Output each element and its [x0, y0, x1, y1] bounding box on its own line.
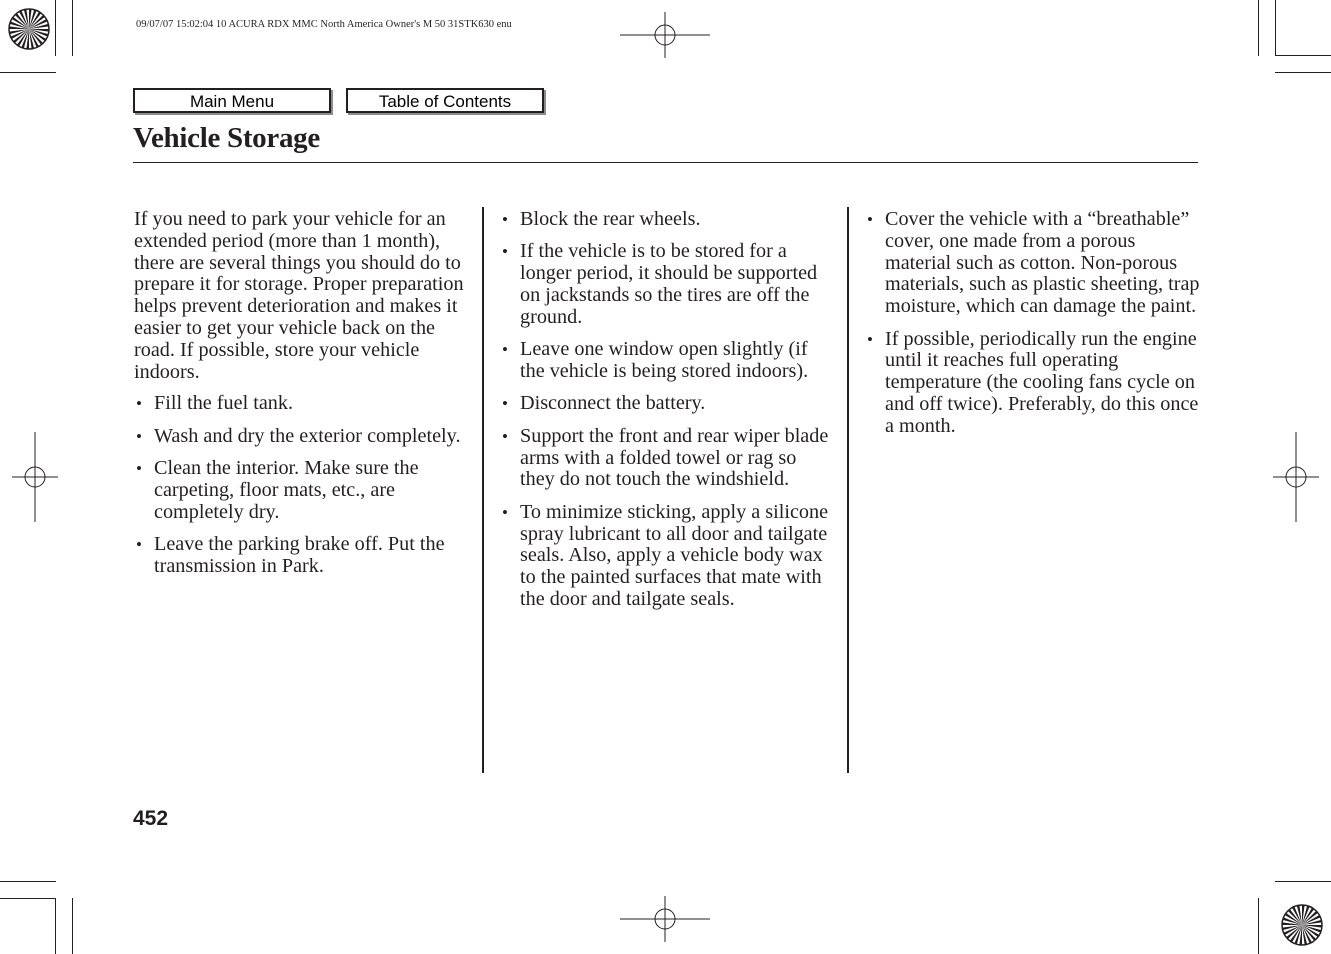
bullet-icon: • [502, 502, 508, 522]
list-item: • Block the rear wheels. [502, 208, 701, 230]
list-item: • Support the front and rear wiper blade arms with a folded towel or rag so they do not touch the windshield. [502, 424, 829, 491]
bullet-icon: • [867, 210, 873, 229]
list-item: • To minimize sticking, apply a silicone spray lubricant to all door and tailgate seals. Also, apply a vehicle body wax to the painted surfaces that mate with the door and tailgate seals. [502, 500, 829, 610]
crosshair-left-icon [12, 432, 58, 522]
intro-paragraph: If you need to park your vehicle for an extended period (more than 1 month), there are several things you should do to prepare it for storage. Proper preparation helps prevent deterioration and makes it easier to get your vehicle back on the road. If possible, store your vehicle indoors. [134, 208, 464, 383]
bullet-icon: • [867, 329, 873, 349]
crosshair-top-icon [620, 12, 710, 58]
list-item: • If possible, periodically run the engine until it reaches full operating temperature (the cooling fans cycle on and off twice). Preferably, do this once a month. [867, 327, 1199, 437]
bullet-icon: • [502, 242, 508, 262]
crop-mark [72, 0, 73, 56]
crop-mark [0, 898, 56, 899]
crop-mark [1258, 898, 1259, 954]
crosshair-bottom-icon [620, 896, 710, 942]
print-slug: 09/07/07 15:02:04 10 ACURA RDX MMC North America Owner's M 50 31STK630 enu [136, 19, 512, 30]
crop-mark [72, 898, 73, 954]
bullet-icon: • [502, 340, 508, 360]
list-item: • Cover the vehicle with a “breathable” cover, one made from a porous material such as cotton. Non-porous materials, such as plastic sheeting, trap moisture, which can damage the paint. [867, 208, 1200, 318]
registration-target-top-left-icon [0, 0, 60, 60]
crop-mark [1275, 881, 1331, 882]
bullet-icon: • [502, 426, 508, 446]
crop-mark [1275, 72, 1331, 73]
column-2 [500, 209, 836, 621]
bullet-icon: • [502, 394, 508, 414]
list-item: • Leave one window open slightly (if the vehicle is being stored indoors). [502, 338, 809, 382]
crop-mark [1275, 55, 1331, 56]
crop-mark [0, 881, 56, 882]
bullet-icon: • [502, 210, 508, 229]
crop-mark [55, 0, 56, 56]
list-item: • Clean the interior. Make sure the carpeting, floor mats, etc., are completely dry. [136, 457, 419, 523]
table-of-contents-button[interactable]: Table of Contents [346, 88, 544, 113]
main-menu-button[interactable]: Main Menu [133, 88, 331, 113]
list-item: • Wash and dry the exterior completely. [136, 424, 461, 447]
column-1 [134, 209, 470, 588]
storage-steps-list [500, 209, 836, 611]
bullet-icon: • [136, 535, 142, 555]
registration-target-bottom-right-icon [1271, 894, 1331, 954]
bullet-icon: • [136, 426, 142, 446]
column-divider [847, 207, 849, 773]
list-item: • Disconnect the battery. [502, 392, 706, 415]
crop-mark [55, 898, 56, 954]
storage-steps-list [134, 393, 470, 577]
storage-steps-list [865, 209, 1201, 438]
title-divider [133, 162, 1198, 163]
crosshair-right-icon [1273, 432, 1319, 522]
crop-mark [1258, 0, 1259, 56]
list-item: • Fill the fuel tank. [136, 392, 294, 415]
column-divider [482, 207, 484, 773]
page-title: Vehicle Storage [133, 122, 320, 154]
page-number: 452 [133, 807, 169, 830]
column-3 [865, 209, 1201, 448]
crop-mark [1275, 0, 1276, 56]
crop-mark [0, 72, 56, 73]
bullet-icon: • [136, 459, 142, 479]
list-item: • If the vehicle is to be stored for a longer period, it should be supported on jackstands so the tires are off the ground. [502, 240, 818, 328]
list-item: • Leave the parking brake off. Put the transmission in Park. [136, 533, 445, 577]
bullet-icon: • [136, 394, 142, 414]
